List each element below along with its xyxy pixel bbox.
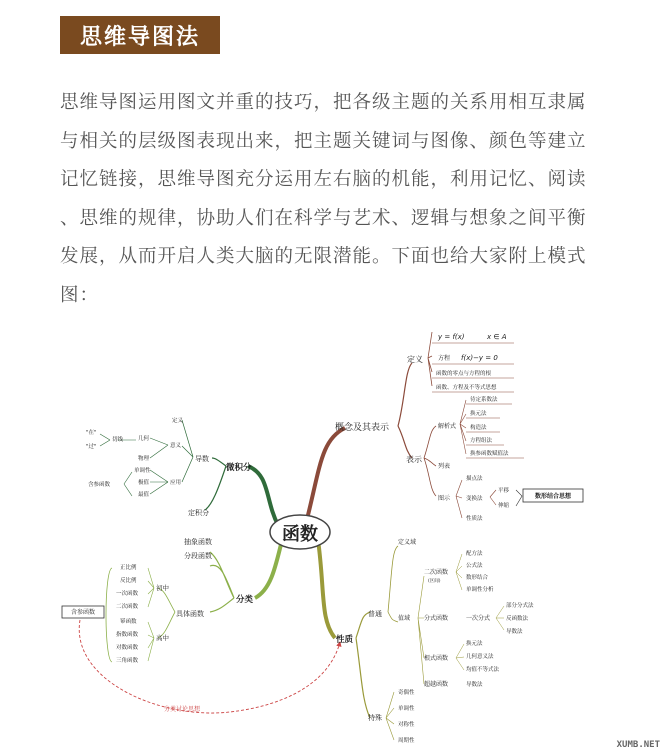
fractional-item: 部分分式法 (506, 603, 534, 609)
quote-through: "过" (86, 444, 97, 450)
concept-label: 概念及其表示 (335, 423, 390, 433)
analytic-item: 换元法 (470, 411, 487, 417)
graph-item: 平移 (498, 488, 510, 494)
intro-line: 与相关的层级图表现出来，把主题关键词与图像、颜色等建立 (60, 130, 587, 152)
senior-item: 指数函数 (116, 632, 139, 638)
radical-item: 均值不等式法 (466, 667, 500, 673)
junior-item: 二次函数 (116, 604, 139, 610)
fractional-label: 分式函数 (424, 615, 449, 622)
calc-left-item: 极值 (138, 480, 150, 486)
fractional-item: 反函数法 (506, 616, 529, 622)
classification-label: 分类 (236, 595, 254, 605)
fractional-item: 导数法 (506, 629, 523, 635)
analytic-label: 解析式 (438, 423, 457, 430)
junior-label: 初中 (156, 584, 169, 592)
derivative-label: 导数 (195, 455, 209, 463)
definition-item: 方程 (438, 355, 451, 362)
radical-item: 换元法 (466, 641, 483, 647)
definition-item: y = f(x) (438, 333, 465, 341)
derivative-item: 应用 (170, 480, 182, 486)
property-label: 性质 (336, 635, 354, 645)
senior-item: 对数函数 (116, 645, 139, 651)
integral-label: 定积分 (188, 509, 209, 517)
special-item: 奇偶性 (398, 690, 415, 696)
analytic-item: 方程组法 (470, 438, 493, 444)
senior-item: 三角函数 (116, 658, 139, 664)
analytic-item: 换参函数赋值法 (470, 451, 509, 457)
graph-item: 性质法 (466, 516, 483, 522)
center-label: 函数 (282, 524, 318, 545)
senior-item: 幂函数 (120, 619, 137, 625)
mind-map-diagram (0, 300, 668, 754)
intro-paragraph (60, 84, 620, 315)
param-func: 含参函数 (70, 609, 96, 616)
calculus-label: 微积分 (226, 463, 252, 473)
quote-in: "在" (86, 430, 97, 436)
graph-item: 伸缩 (498, 503, 510, 509)
definition-label: 定义 (407, 355, 423, 364)
transcendental-item: 导数法 (466, 682, 483, 688)
representation-label: 表示 (406, 455, 422, 464)
graph-label: 图示 (438, 495, 451, 502)
quadratic-item: 配方法 (466, 551, 483, 557)
calc-left-item: 最值 (138, 492, 150, 498)
derivative-item: 定义 (172, 418, 184, 424)
graph-item: 变换法 (466, 496, 483, 502)
watermark: XUMB.NET (616, 740, 660, 750)
branch-property (318, 540, 335, 638)
quadratic-item: 数形结合 (466, 575, 489, 581)
concrete-func: 具体函数 (176, 610, 204, 618)
intro-line: 思维导图运用图文并重的技巧，把各级主题的关系用相互隶属 (60, 92, 587, 113)
junior-item: 正比例 (120, 565, 137, 571)
quadratic-label: 二次函数 (424, 569, 449, 576)
shape-number-idea: 数形结合思想 (534, 493, 572, 500)
intro-line: 图： (60, 284, 100, 306)
definition-item: f(x)−y = 0 (461, 354, 498, 362)
special-item: 对称性 (398, 722, 415, 728)
page-title: 思维导图法 (60, 16, 220, 54)
special-item: 单调性 (398, 706, 415, 712)
calc-left-item: 单调性 (134, 468, 151, 474)
piecewise-func: 分段函数 (184, 552, 212, 560)
discussion-idea: 分类讨论思想 (164, 706, 201, 713)
general-label: 普通 (368, 610, 382, 618)
branch-calculus (248, 466, 278, 525)
branch-classification (255, 540, 282, 598)
table-label: 列表 (438, 463, 451, 470)
analytic-item: 待定系数法 (470, 397, 498, 403)
abstract-func: 抽象函数 (184, 538, 212, 546)
radical-label: 根式函数 (424, 655, 449, 662)
calc-left-item: 含参函数 (88, 482, 111, 488)
quadratic-tag: (区间) (428, 579, 441, 584)
junior-item: 一次函数 (116, 591, 139, 597)
senior-label: 高中 (156, 634, 169, 642)
intro-line: 发展，从而开启人类大脑的无限潜能。下面也给大家附上模式 (60, 246, 587, 267)
radical-item: 几何意义法 (466, 654, 494, 660)
special-item: 周期性 (398, 738, 415, 744)
quadratic-item: 单调性分析 (466, 587, 494, 593)
graph-item: 描点法 (466, 476, 483, 482)
calc-left-item: 物理 (138, 456, 150, 462)
special-label: 特殊 (368, 714, 382, 722)
intro-line: 、思维的规律，协助人们在科学与艺术、逻辑与想象之间平衡 (60, 207, 587, 229)
definition-item: 函数、方程及不等式思想 (436, 385, 497, 391)
analytic-item: 构造法 (470, 425, 487, 431)
branch-concept (305, 428, 345, 527)
intro-line: 记忆链接，思维导图充分运用左右脑的机能，利用记忆、阅读 (60, 169, 587, 190)
calc-left-item: 切线 (112, 437, 124, 443)
derivative-item: 意义 (170, 443, 182, 449)
junior-item: 反比例 (120, 578, 137, 584)
range-label: 值域 (398, 615, 411, 622)
quadratic-item: 公式法 (466, 563, 483, 569)
transcendental-label: 超越函数 (424, 681, 449, 688)
fractional-sub: 一次分式 (466, 615, 491, 622)
definition-item: x ∈ A (487, 333, 507, 341)
definition-item: 函数的零点与方程的根 (436, 371, 492, 377)
domain-label: 定义域 (398, 539, 417, 546)
calc-left-item: 几何 (138, 436, 150, 442)
